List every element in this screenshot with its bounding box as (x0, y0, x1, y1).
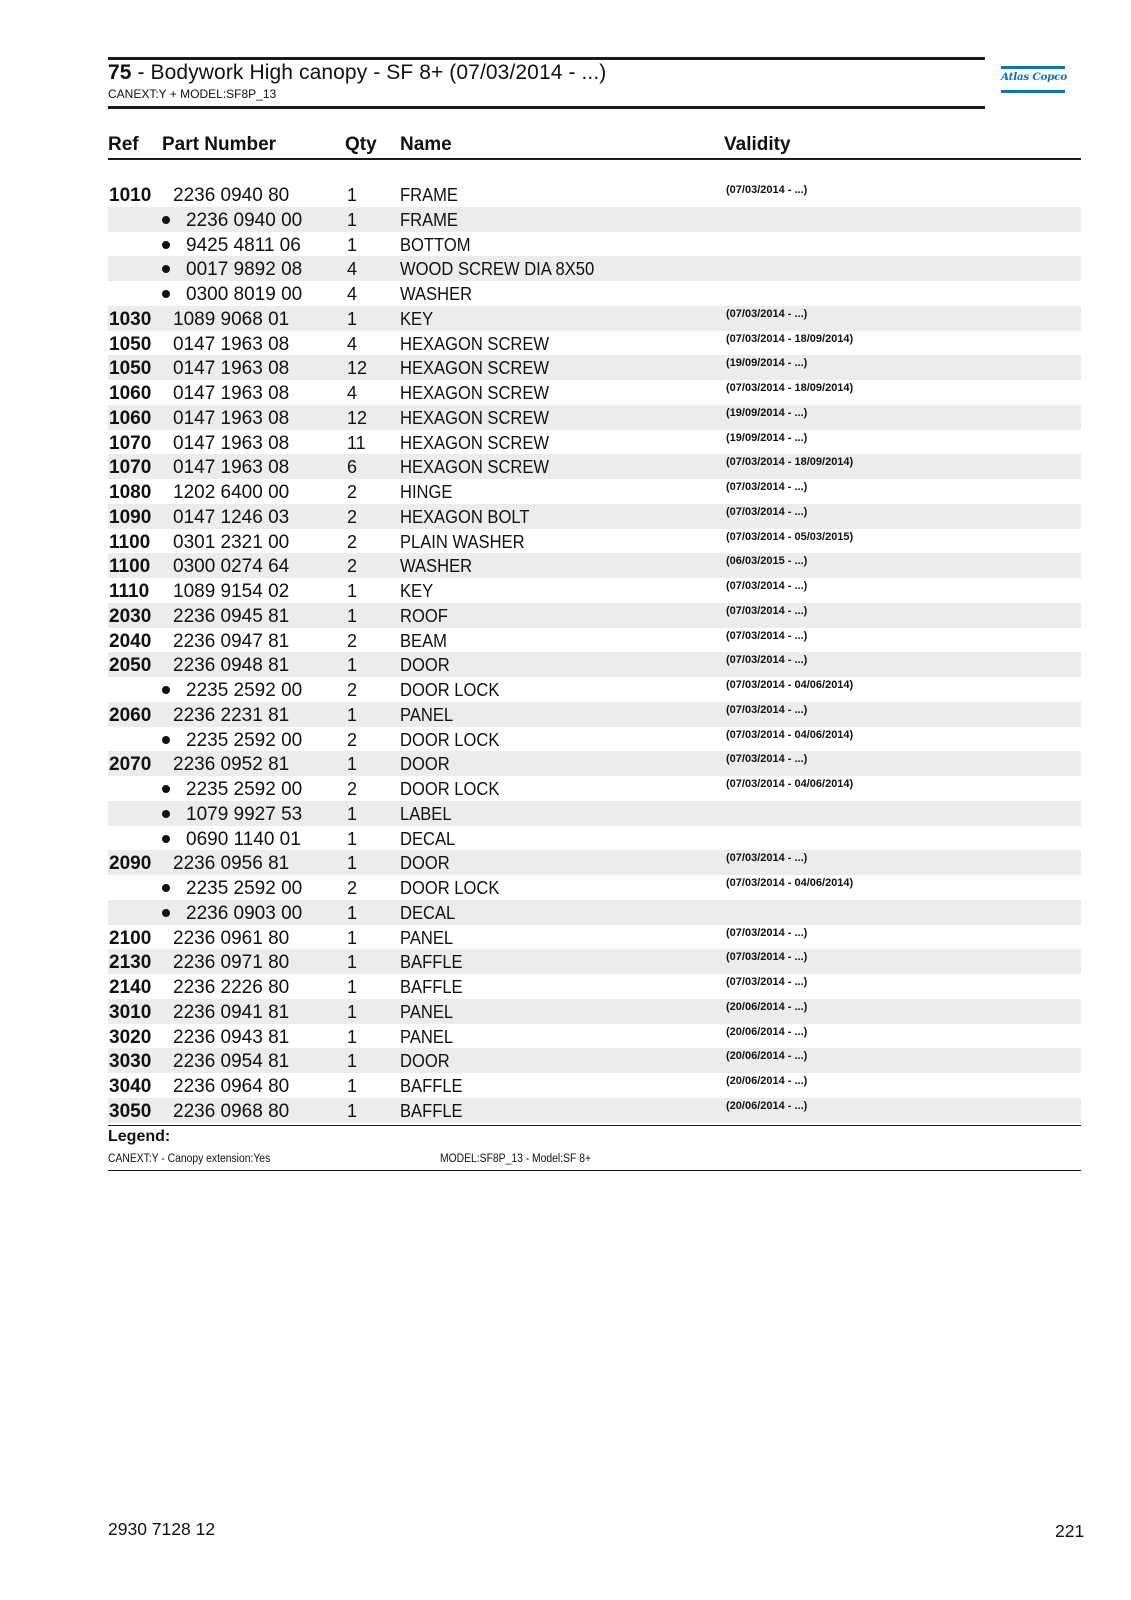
table-row (108, 1024, 1081, 1049)
legend-bottom-divider (108, 1170, 1081, 1171)
row-validity: (07/03/2014 - 04/06/2014) (726, 877, 854, 889)
row-validity: (20/06/2014 - ...) (726, 1075, 808, 1087)
row-qty: 2 (347, 779, 358, 799)
row-name: KEY (400, 581, 434, 601)
row-part-number: 0690 1140 01 (186, 828, 301, 850)
row-name: DOOR LOCK (400, 878, 500, 898)
row-ref: 1080 (109, 482, 152, 503)
row-ref: 1090 (109, 506, 152, 528)
legend-item-canext: CANEXT:Y - Canopy extension:Yes (108, 1153, 271, 1165)
row-validity: (07/03/2014 - 18/09/2014) (726, 382, 854, 394)
table-row (108, 355, 1081, 380)
row-name: BAFFLE (400, 977, 463, 997)
row-ref: 2040 (109, 630, 152, 652)
row-name: PLAIN WASHER (400, 531, 525, 552)
section-title: - Bodywork High canopy - SF 8+ (07/03/2014 - ...) (131, 61, 607, 84)
legend-divider (108, 1125, 1081, 1126)
row-part-number: 0147 1963 08 (173, 432, 290, 454)
row-part-number: 0300 8019 00 (186, 284, 303, 305)
row-part-number: 1089 9068 01 (173, 308, 290, 330)
table-row (108, 628, 1081, 653)
table-row (108, 677, 1081, 702)
row-part-number: 1089 9154 02 (173, 581, 290, 602)
bullet-icon (162, 241, 170, 249)
row-name: PANEL (400, 1001, 454, 1022)
page-subtitle: CANEXT:Y + MODEL:SF8P_13 (108, 87, 277, 101)
row-qty: 1 (347, 853, 358, 874)
row-qty: 1 (347, 704, 358, 725)
table-row (108, 801, 1081, 826)
row-name: HINGE (400, 482, 453, 502)
parts-table-body (108, 182, 1081, 1123)
table-row (108, 207, 1081, 232)
row-part-number: 2236 0956 81 (173, 853, 290, 875)
row-validity: (06/03/2015 - ...) (726, 555, 808, 568)
row-name: KEY (400, 308, 434, 329)
row-part-number: 1079 9927 53 (186, 803, 303, 825)
row-qty: 1 (347, 977, 358, 997)
column-ref: Ref (108, 134, 139, 155)
row-validity: (07/03/2014 - 05/03/2015) (726, 530, 854, 543)
table-row (108, 603, 1081, 628)
row-qty: 1 (347, 308, 358, 329)
row-validity: (07/03/2014 - 04/06/2014) (726, 778, 854, 790)
row-part-number: 2236 0941 81 (173, 1001, 290, 1023)
document-number: 2930 7128 12 (108, 1519, 216, 1539)
table-row (108, 652, 1081, 677)
row-validity: (07/03/2014 - ...) (726, 580, 808, 592)
row-qty: 6 (347, 457, 358, 478)
row-ref: 1050 (109, 333, 152, 355)
row-validity: (07/03/2014 - ...) (726, 184, 808, 196)
page-header (108, 57, 985, 109)
section-number: 75 (108, 61, 132, 84)
row-ref: 3030 (109, 1051, 152, 1073)
row-name: DOOR LOCK (400, 680, 500, 700)
page-title (108, 61, 606, 85)
table-row (108, 776, 1081, 801)
row-name: BAFFLE (400, 1076, 463, 1096)
row-qty: 1 (347, 605, 358, 626)
table-row (108, 826, 1081, 851)
bullet-icon (162, 265, 170, 273)
row-qty: 11 (347, 432, 366, 453)
row-name: BAFFLE (400, 952, 463, 973)
row-part-number: 2236 0903 00 (186, 902, 303, 924)
row-validity: (20/06/2014 - ...) (726, 1025, 808, 1038)
column-part-number: Part Number (162, 134, 277, 155)
row-part-number: 0017 9892 08 (186, 259, 303, 281)
table-row (108, 479, 1081, 504)
row-name: DECAL (400, 902, 456, 923)
row-part-number: 2235 2592 00 (186, 680, 303, 701)
table-row (108, 850, 1081, 875)
row-ref: 2030 (109, 605, 152, 627)
row-part-number: 2236 0948 81 (173, 655, 290, 677)
table-row (108, 504, 1081, 529)
row-name: LABEL (400, 803, 452, 824)
table-row (108, 529, 1081, 554)
row-qty: 2 (347, 630, 358, 651)
column-validity: Validity (724, 134, 791, 155)
row-qty: 2 (347, 482, 358, 502)
row-part-number: 0147 1963 08 (173, 333, 290, 355)
table-row (108, 1098, 1081, 1123)
table-row (108, 949, 1081, 974)
row-ref: 1060 (109, 383, 152, 404)
row-qty: 1 (347, 803, 358, 824)
row-name: DOOR (400, 1051, 450, 1072)
row-qty: 1 (347, 234, 358, 255)
row-qty: 1 (347, 1026, 358, 1047)
row-ref: 2060 (109, 704, 152, 726)
row-ref: 2140 (109, 977, 152, 998)
row-name: HEXAGON BOLT (400, 506, 530, 527)
row-validity: (19/09/2014 - ...) (726, 431, 808, 444)
row-qty: 2 (347, 729, 358, 750)
table-row (108, 454, 1081, 479)
table-row (108, 999, 1081, 1024)
bullet-icon (162, 835, 170, 843)
table-row (108, 256, 1081, 281)
row-validity: (07/03/2014 - ...) (726, 307, 808, 320)
row-part-number: 0147 1963 08 (173, 457, 290, 479)
row-ref: 3010 (109, 1001, 152, 1023)
row-name: BOTTOM (400, 234, 471, 255)
bullet-icon (162, 884, 170, 892)
row-part-number: 2236 0940 00 (186, 209, 303, 231)
row-qty: 1 (347, 1100, 358, 1121)
row-name: BEAM (400, 630, 447, 651)
column-name: Name (400, 134, 452, 155)
row-part-number: 2236 0940 80 (173, 185, 290, 206)
row-validity: (07/03/2014 - ...) (726, 629, 808, 642)
row-name: PANEL (400, 1026, 454, 1047)
row-ref: 1030 (109, 308, 152, 330)
table-row (108, 380, 1081, 405)
row-name: WOOD SCREW DIA 8X50 (400, 259, 595, 280)
row-qty: 1 (347, 581, 358, 601)
row-name: DOOR (400, 754, 450, 775)
row-qty: 1 (347, 1001, 358, 1022)
row-validity: (07/03/2014 - ...) (726, 976, 808, 988)
row-validity: (20/06/2014 - ...) (726, 1099, 808, 1112)
row-qty: 2 (347, 506, 358, 527)
table-row (108, 900, 1081, 925)
row-part-number: 2236 0964 80 (173, 1076, 290, 1097)
row-qty: 4 (347, 259, 358, 280)
row-qty: 1 (347, 902, 358, 923)
row-part-number: 0147 1963 08 (173, 383, 290, 404)
row-ref: 2050 (109, 655, 152, 677)
row-qty: 2 (347, 878, 358, 898)
table-header (108, 132, 1081, 160)
row-qty: 1 (347, 1076, 358, 1096)
row-validity: (07/03/2014 - ...) (726, 654, 808, 667)
table-row (108, 875, 1081, 900)
row-ref: 3050 (109, 1100, 152, 1122)
row-part-number: 0147 1963 08 (173, 358, 290, 380)
row-name: HEXAGON SCREW (400, 383, 550, 403)
row-validity: (07/03/2014 - ...) (726, 753, 808, 766)
logo-text: Atlas Copco (1001, 71, 1067, 83)
row-validity: (07/03/2014 - ...) (726, 703, 808, 716)
row-ref: 1050 (109, 358, 152, 380)
row-qty: 1 (347, 828, 358, 849)
logo-top-bar (1001, 66, 1065, 69)
row-validity: (07/03/2014 - ...) (726, 926, 808, 939)
row-ref: 2100 (109, 927, 152, 949)
row-name: PANEL (400, 927, 454, 948)
row-name: HEXAGON SCREW (400, 407, 550, 428)
row-name: DECAL (400, 828, 456, 849)
row-validity: (07/03/2014 - 18/09/2014) (726, 332, 854, 345)
row-ref: 1070 (109, 432, 152, 454)
row-name: FRAME (400, 185, 458, 205)
legend-item-model: MODEL:SF8P_13 - Model:SF 8+ (440, 1153, 592, 1165)
column-qty: Qty (345, 134, 377, 155)
row-ref: 1060 (109, 407, 152, 429)
row-name: DOOR LOCK (400, 779, 500, 799)
row-part-number: 0300 0274 64 (173, 556, 290, 578)
row-validity: (20/06/2014 - ...) (726, 1050, 808, 1063)
table-row (108, 553, 1081, 578)
row-name: PANEL (400, 704, 454, 725)
table-row (108, 430, 1081, 455)
row-name: HEXAGON SCREW (400, 358, 550, 379)
row-qty: 1 (347, 209, 358, 230)
table-row (108, 182, 1081, 207)
row-validity: (07/03/2014 - 04/06/2014) (726, 679, 854, 691)
row-qty: 1 (347, 185, 358, 205)
row-validity: (19/09/2014 - ...) (726, 357, 808, 370)
row-ref: 1100 (109, 556, 151, 578)
row-qty: 1 (347, 952, 358, 973)
row-validity: (07/03/2014 - 18/09/2014) (726, 456, 854, 469)
row-part-number: 0147 1246 03 (173, 506, 290, 528)
table-row (108, 281, 1081, 306)
row-validity: (07/03/2014 - ...) (726, 951, 808, 964)
row-qty: 1 (347, 754, 358, 775)
table-row (108, 925, 1081, 950)
row-qty: 1 (347, 655, 358, 676)
bullet-icon (162, 736, 170, 744)
row-ref: 3020 (109, 1026, 152, 1048)
row-part-number: 2236 0971 80 (173, 952, 290, 974)
row-part-number: 2235 2592 00 (186, 878, 303, 899)
table-row (108, 405, 1081, 430)
row-ref: 1010 (109, 185, 152, 206)
table-row (108, 1073, 1081, 1098)
row-part-number: 2236 0952 81 (173, 754, 290, 776)
row-qty: 4 (347, 333, 358, 354)
row-ref: 1100 (109, 531, 151, 553)
row-validity: (07/03/2014 - 04/06/2014) (726, 728, 854, 741)
row-validity: (07/03/2014 - ...) (726, 604, 808, 617)
row-qty: 4 (347, 383, 358, 403)
row-part-number: 2235 2592 00 (186, 779, 303, 800)
row-qty: 12 (347, 358, 368, 379)
bullet-icon (162, 785, 170, 793)
table-row (108, 974, 1081, 999)
row-part-number: 2236 0961 80 (173, 927, 290, 949)
table-row (108, 306, 1081, 331)
row-name: HEXAGON SCREW (400, 333, 550, 354)
row-part-number: 0301 2321 00 (173, 531, 290, 553)
row-part-number: 0147 1963 08 (173, 407, 290, 429)
row-qty: 2 (347, 680, 358, 700)
row-part-number: 9425 4811 06 (186, 234, 301, 256)
row-part-number: 2236 0943 81 (173, 1026, 290, 1048)
row-part-number: 2236 0947 81 (173, 630, 290, 652)
row-ref: 2090 (109, 853, 152, 875)
row-name: DOOR (400, 655, 450, 676)
bullet-icon (162, 216, 170, 224)
row-part-number: 1202 6400 00 (173, 482, 290, 503)
row-name: WASHER (400, 284, 473, 304)
row-name: HEXAGON SCREW (400, 432, 550, 453)
table-row (108, 702, 1081, 727)
row-part-number: 2235 2592 00 (186, 729, 303, 751)
row-ref: 2130 (109, 952, 152, 974)
legend-title: Legend: (108, 1128, 171, 1145)
row-qty: 2 (347, 531, 358, 552)
row-ref: 1110 (109, 581, 150, 602)
row-part-number: 2236 2231 81 (173, 704, 290, 726)
row-qty: 4 (347, 284, 358, 304)
row-ref: 3040 (109, 1076, 152, 1097)
table-row (108, 1048, 1081, 1073)
table-row (108, 727, 1081, 752)
row-name: WASHER (400, 556, 473, 577)
atlas-copco-logo (1001, 66, 1065, 93)
row-part-number: 2236 2226 80 (173, 977, 290, 998)
row-qty: 1 (347, 1051, 358, 1072)
row-ref: 2070 (109, 754, 152, 776)
row-validity: (07/03/2014 - ...) (726, 852, 808, 865)
bullet-icon (162, 909, 170, 917)
row-name: DOOR LOCK (400, 729, 500, 750)
row-validity: (20/06/2014 - ...) (726, 1000, 808, 1013)
row-name: HEXAGON SCREW (400, 457, 550, 478)
row-validity: (07/03/2014 - ...) (726, 505, 808, 518)
row-part-number: 2236 0954 81 (173, 1051, 290, 1073)
row-name: DOOR (400, 853, 450, 874)
row-part-number: 2236 0968 80 (173, 1100, 290, 1122)
row-qty: 2 (347, 556, 358, 577)
page-number: 221 (1055, 1521, 1085, 1541)
table-row (108, 751, 1081, 776)
logo-bottom-bar (1001, 90, 1065, 93)
bullet-icon (162, 810, 170, 818)
row-ref: 1070 (109, 457, 152, 479)
row-part-number: 2236 0945 81 (173, 605, 290, 627)
table-row (108, 331, 1081, 356)
row-name: BAFFLE (400, 1100, 463, 1121)
row-name: ROOF (400, 605, 448, 626)
row-qty: 1 (347, 927, 358, 948)
bullet-icon (162, 290, 170, 298)
row-validity: (19/09/2014 - ...) (726, 406, 808, 419)
bullet-icon (162, 686, 170, 694)
row-validity: (07/03/2014 - ...) (726, 481, 808, 493)
row-name: FRAME (400, 209, 458, 230)
table-row (108, 578, 1081, 603)
row-qty: 12 (347, 407, 368, 428)
table-row (108, 232, 1081, 257)
